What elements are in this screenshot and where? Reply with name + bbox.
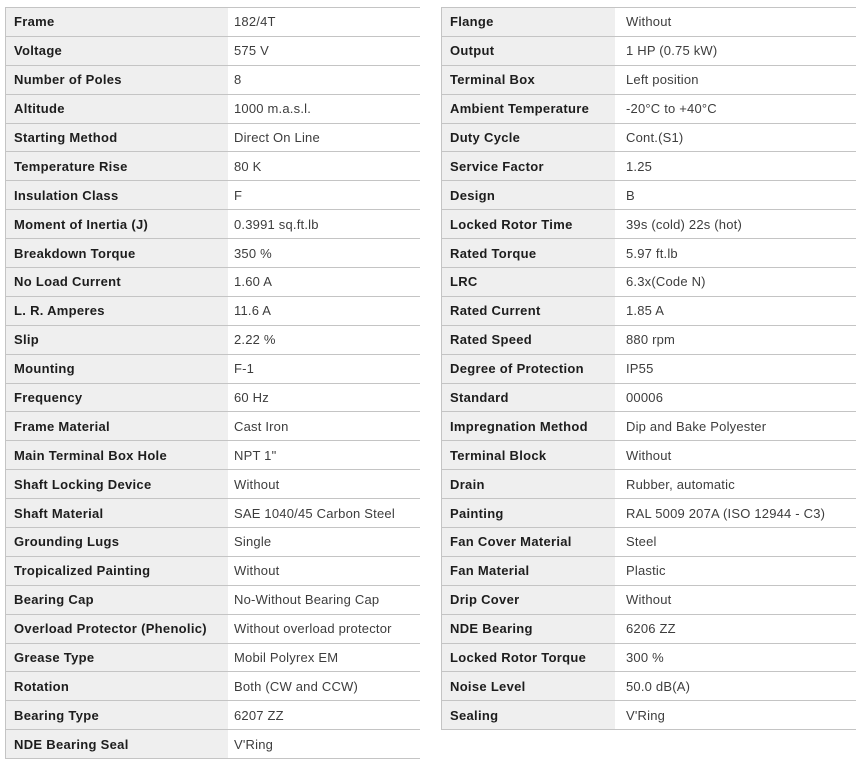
spec-label: Bearing Type <box>6 701 228 729</box>
spec-label: NDE Bearing Seal <box>6 730 228 758</box>
spec-label: Main Terminal Box Hole <box>6 441 228 469</box>
spec-row <box>6 730 420 759</box>
spec-value: Cast Iron <box>234 418 289 434</box>
spec-row <box>6 37 420 66</box>
spec-value: 1000 m.a.s.l. <box>234 101 312 117</box>
spec-label: Voltage <box>6 37 228 65</box>
spec-row <box>442 210 856 239</box>
spec-row <box>442 355 856 384</box>
spec-label: Drip Cover <box>442 586 615 614</box>
spec-value: Without <box>626 592 672 608</box>
spec-row <box>442 644 856 673</box>
spec-row <box>6 441 420 470</box>
spec-value: F-1 <box>234 361 255 377</box>
spec-row <box>442 701 856 730</box>
spec-value: 1.60 A <box>234 274 273 290</box>
spec-row <box>6 268 420 297</box>
spec-value: Both (CW and CCW) <box>234 678 359 694</box>
spec-row <box>6 701 420 730</box>
spec-label: Painting <box>442 499 615 527</box>
spec-label: Terminal Block <box>442 441 615 469</box>
spec-value: 2.22 % <box>234 332 276 348</box>
spec-value: 1 HP (0.75 kW) <box>626 43 718 59</box>
spec-table-right <box>441 7 856 730</box>
spec-label: Fan Cover Material <box>442 528 615 556</box>
spec-label: NDE Bearing <box>442 615 615 643</box>
spec-value: SAE 1040/45 Carbon Steel <box>234 505 395 521</box>
spec-label: Flange <box>442 8 615 36</box>
spec-row <box>442 441 856 470</box>
spec-row <box>442 615 856 644</box>
spec-label: Rated Current <box>442 297 615 325</box>
spec-row <box>442 37 856 66</box>
spec-label: Starting Method <box>6 124 228 152</box>
spec-label: Mounting <box>6 355 228 383</box>
spec-value: Direct On Line <box>234 130 320 145</box>
spec-value: Without overload protector <box>234 621 392 637</box>
spec-label: Locked Rotor Time <box>442 210 615 238</box>
spec-row <box>442 95 856 124</box>
spec-value: 60 Hz <box>234 390 269 406</box>
spec-row <box>442 326 856 355</box>
spec-label: Frame Material <box>6 412 228 440</box>
spec-value: 1.25 <box>626 158 653 174</box>
spec-label: Frame <box>6 8 228 36</box>
spec-row <box>6 8 420 37</box>
spec-label: Insulation Class <box>6 181 228 209</box>
spec-row <box>6 181 420 210</box>
spec-label: Noise Level <box>442 672 615 700</box>
spec-value: 6206 ZZ <box>626 621 676 637</box>
spec-row <box>442 412 856 441</box>
spec-row <box>442 181 856 210</box>
spec-label: Degree of Protection <box>442 355 615 383</box>
spec-value: V'Ring <box>626 707 666 723</box>
spec-value: 8 <box>234 72 242 88</box>
spec-label: Ambient Temperature <box>442 95 615 123</box>
spec-label: Tropicalized Painting <box>6 557 228 585</box>
spec-row <box>6 326 420 355</box>
spec-label: Slip <box>6 326 228 354</box>
spec-row <box>442 239 856 268</box>
spec-value: 300 % <box>626 650 664 666</box>
spec-row <box>6 586 420 615</box>
spec-row <box>442 268 856 297</box>
spec-value: 350 % <box>234 245 272 261</box>
spec-label: Standard <box>442 384 615 412</box>
spec-label: Shaft Locking Device <box>6 470 228 498</box>
spec-row <box>6 384 420 413</box>
spec-row <box>442 297 856 326</box>
spec-label: Grounding Lugs <box>6 528 228 556</box>
spec-label: Rated Speed <box>442 326 615 354</box>
spec-row <box>6 557 420 586</box>
spec-label: Shaft Material <box>6 499 228 527</box>
spec-label: Rotation <box>6 672 228 700</box>
spec-value: NPT 1" <box>234 447 277 463</box>
spec-label: Impregnation Method <box>442 412 615 440</box>
spec-value: 575 V <box>234 43 269 59</box>
spec-row <box>6 672 420 701</box>
spec-value: V'Ring <box>234 736 274 752</box>
spec-value: Without <box>234 476 280 492</box>
spec-row <box>442 557 856 586</box>
spec-value: 6.3x(Code N) <box>626 274 706 290</box>
spec-label: Grease Type <box>6 644 228 672</box>
spec-value: 0.3991 sq.ft.lb <box>234 216 319 232</box>
spec-row <box>442 672 856 701</box>
spec-label: Altitude <box>6 95 228 123</box>
spec-value: -20°C to +40°C <box>626 101 717 117</box>
spec-value: B <box>626 187 635 203</box>
spec-value: 1.85 A <box>626 303 665 319</box>
spec-value: Cont.(S1) <box>626 130 684 145</box>
spec-table-left <box>5 7 420 759</box>
spec-value: No-Without Bearing Cap <box>234 592 380 608</box>
spec-row <box>442 499 856 528</box>
spec-label: Locked Rotor Torque <box>442 644 615 672</box>
spec-row <box>442 384 856 413</box>
spec-row <box>442 586 856 615</box>
spec-row <box>6 297 420 326</box>
spec-row <box>6 210 420 239</box>
spec-row <box>6 239 420 268</box>
spec-label: Number of Poles <box>6 66 228 94</box>
spec-value: Without <box>626 447 672 463</box>
spec-row <box>6 528 420 557</box>
spec-row <box>442 528 856 557</box>
spec-value: 11.6 A <box>234 303 272 319</box>
spec-label: Duty Cycle <box>442 124 615 152</box>
spec-value: 00006 <box>626 390 664 406</box>
spec-value: 182/4T <box>234 14 276 30</box>
spec-label: LRC <box>442 268 615 296</box>
spec-row <box>6 152 420 181</box>
spec-value: 6207 ZZ <box>234 707 284 723</box>
spec-label: Design <box>442 181 615 209</box>
spec-row <box>6 644 420 673</box>
spec-value: 80 K <box>234 158 262 174</box>
spec-value: Plastic <box>626 563 666 579</box>
spec-label: L. R. Amperes <box>6 297 228 325</box>
spec-label: Bearing Cap <box>6 586 228 614</box>
spec-row <box>442 124 856 153</box>
spec-row <box>6 499 420 528</box>
spec-row <box>442 470 856 499</box>
spec-row <box>442 8 856 37</box>
spec-label: Service Factor <box>442 152 615 180</box>
spec-value: RAL 5009 207A (ISO 12944 - C3) <box>626 505 826 521</box>
spec-label: Output <box>442 37 615 65</box>
spec-row <box>6 124 420 153</box>
spec-value: Mobil Polyrex EM <box>234 650 339 666</box>
spec-value: 50.0 dB(A) <box>626 678 691 694</box>
spec-value: IP55 <box>626 361 654 377</box>
spec-row <box>6 66 420 95</box>
spec-row <box>6 615 420 644</box>
spec-label: Rated Torque <box>442 239 615 267</box>
spec-value: Single <box>234 534 272 550</box>
spec-value: 5.97 ft.lb <box>626 245 678 261</box>
spec-label: Sealing <box>442 701 615 729</box>
spec-value: Rubber, automatic <box>626 476 735 492</box>
spec-value: Dip and Bake Polyester <box>626 418 767 434</box>
spec-value: 880 rpm <box>626 332 676 348</box>
spec-label: No Load Current <box>6 268 228 296</box>
spec-row <box>6 355 420 384</box>
spec-value: Without <box>234 563 280 579</box>
spec-row <box>6 470 420 499</box>
spec-row <box>442 152 856 181</box>
spec-row <box>442 66 856 95</box>
spec-value: Left position <box>626 72 699 88</box>
spec-label: Drain <box>442 470 615 498</box>
spec-value: Steel <box>626 534 657 550</box>
spec-value: 39s (cold) 22s (hot) <box>626 216 742 232</box>
spec-label: Breakdown Torque <box>6 239 228 267</box>
spec-label: Temperature Rise <box>6 152 228 180</box>
spec-label: Overload Protector (Phenolic) <box>6 615 228 643</box>
spec-label: Frequency <box>6 384 228 412</box>
spec-value: Without <box>626 14 672 30</box>
spec-label: Moment of Inertia (J) <box>6 210 228 238</box>
spec-label: Fan Material <box>442 557 615 585</box>
spec-row <box>6 412 420 441</box>
spec-label: Terminal Box <box>442 66 615 94</box>
spec-row <box>6 95 420 124</box>
spec-value: F <box>234 187 243 203</box>
